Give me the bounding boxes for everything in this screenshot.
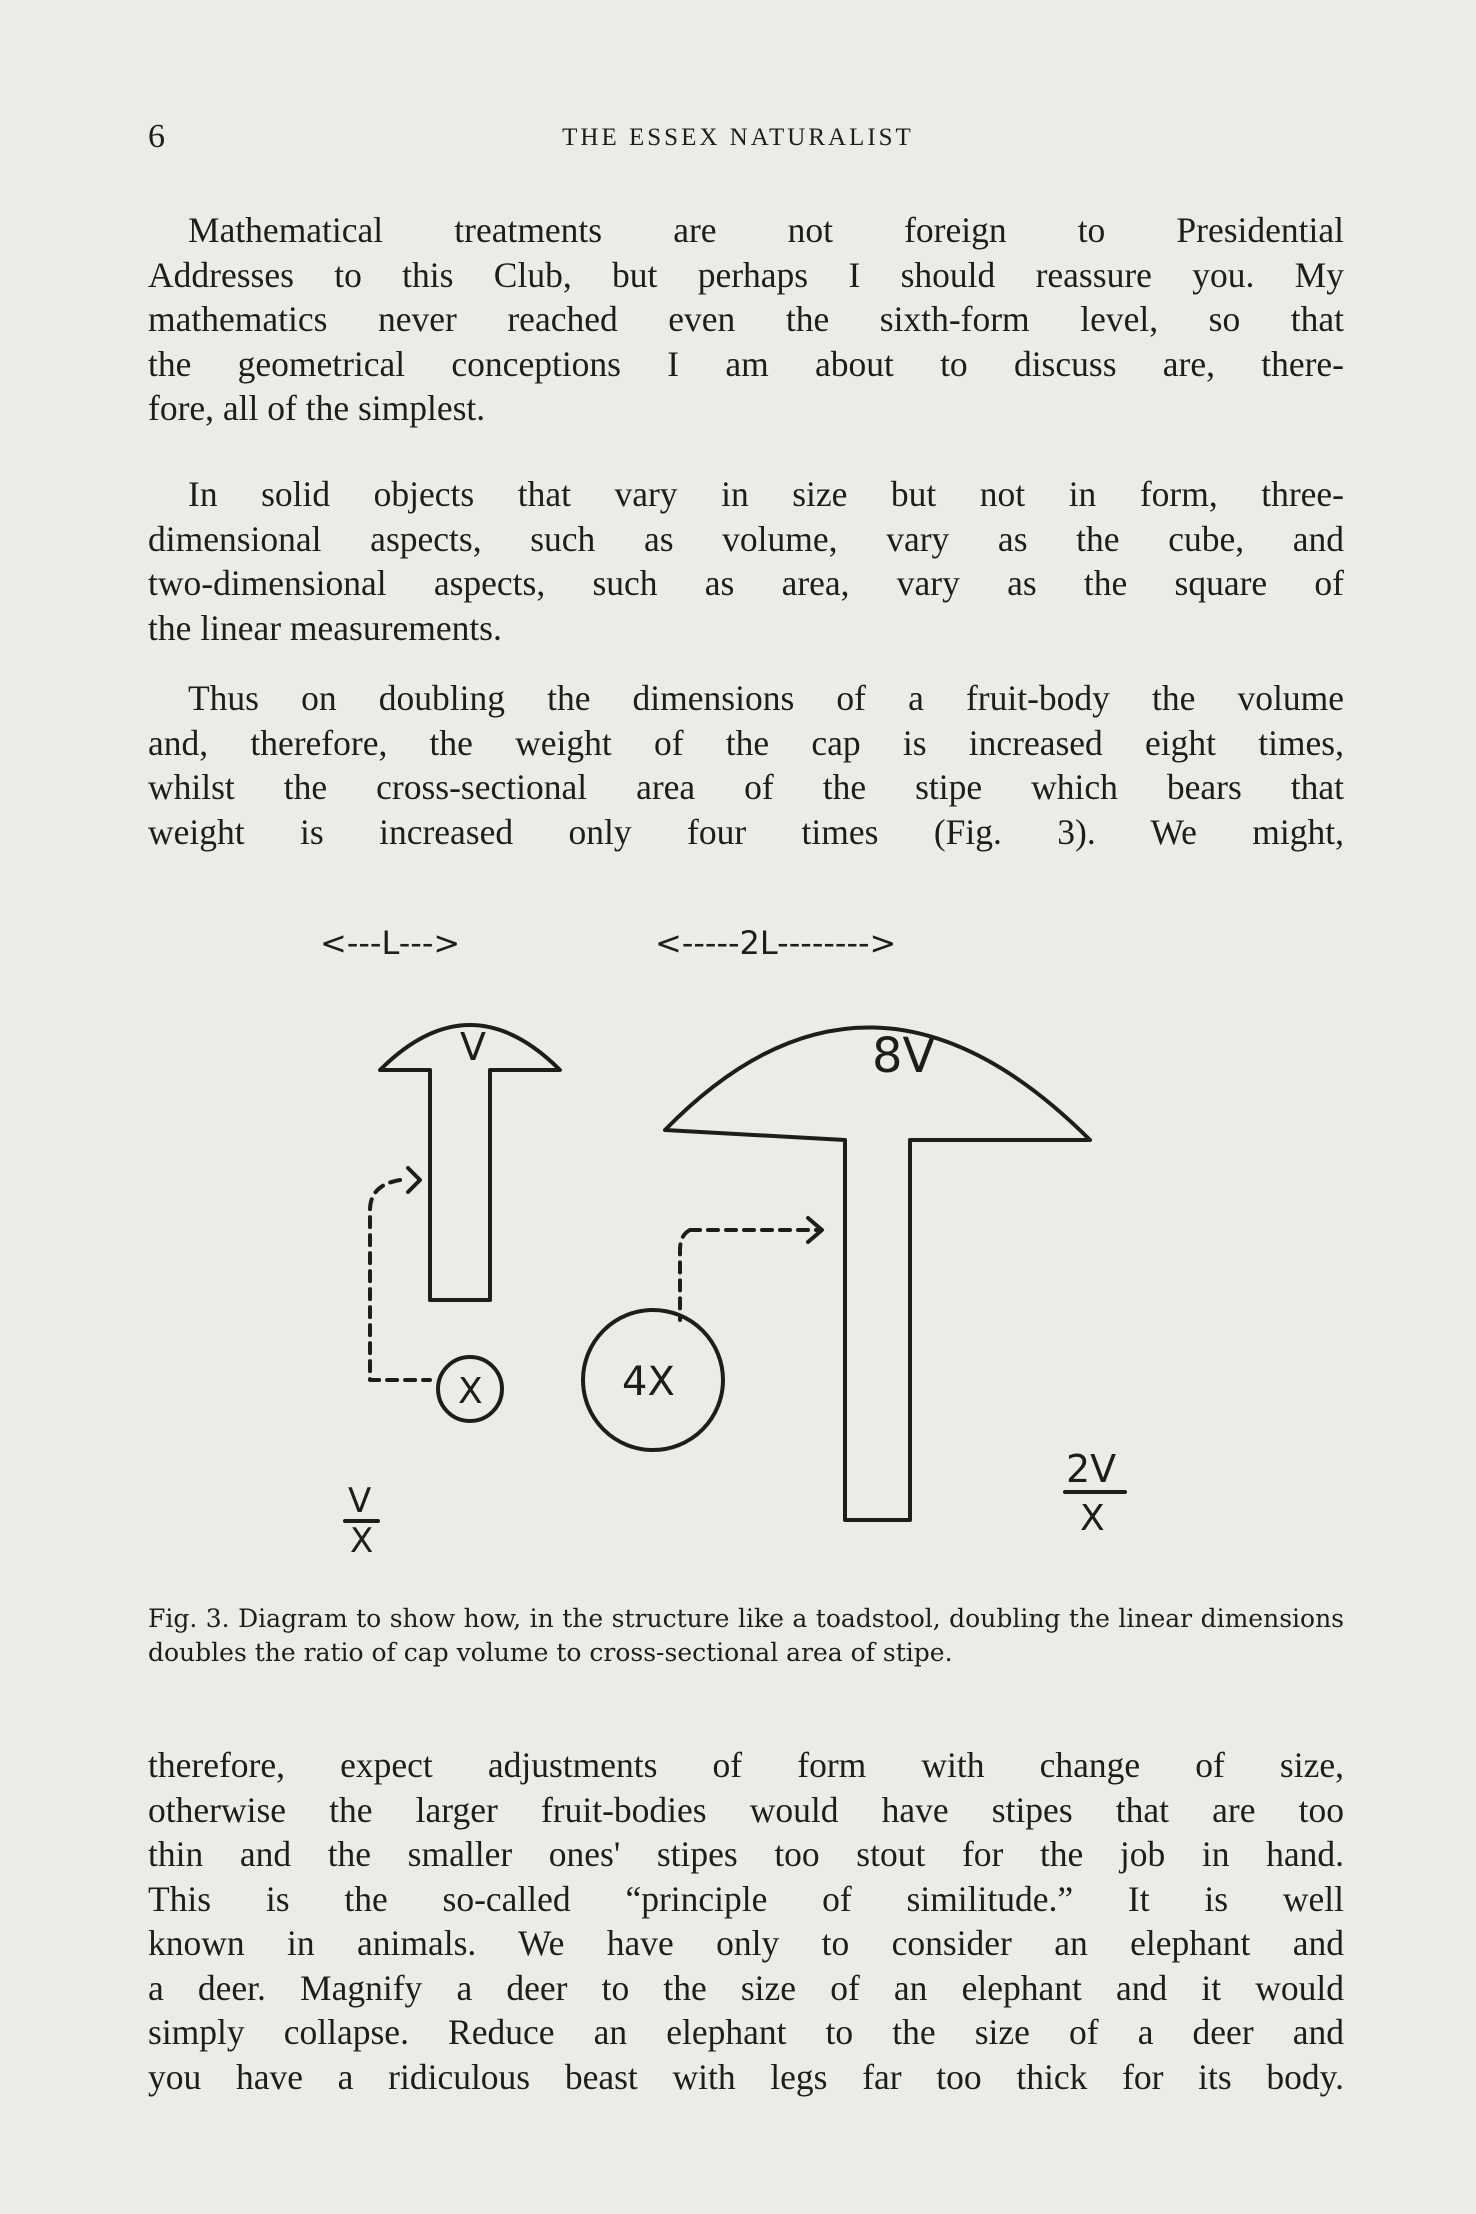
text-line: otherwise the larger fruit-bodies would have stipes that are too [148,1789,1344,1830]
large-ratio-denominator: X [1080,1498,1105,1539]
text-line: two-dimensional aspects, such as area, vary as the square of [148,563,1344,603]
small-volume-label: V [460,1025,486,1069]
text-line: thin and the smaller ones' stipes too stout for the job in hand. [148,1834,1344,1874]
text-line: Thus on doubling the dimensions of a fruit-body the volume [188,678,1344,718]
figure-caption-text: Diagram to show how, in the structure like a toadstool, doubling the linear dimensions doubles the ratio of cap volume to cross-sectional area of stipe. [148,1604,1344,1667]
text-line: dimensional aspects, such as volume, vary as the cube, and [148,518,1344,559]
small-ratio-denominator: X [350,1521,374,1561]
text-line: mathematics never reached even the sixth-form level, so that [148,299,1344,339]
text-line: fore, all of the simplest. [148,388,486,428]
small-dashed-guide [370,1180,430,1380]
text-line: Mathematical treatments are not foreign to Presidential [188,210,1344,250]
small-length-label: <---L---> [320,924,461,962]
running-head: THE ESSEX NATURALIST [562,124,914,151]
paragraph-2 [148,472,1344,650]
large-cap-outline [665,1027,1090,1520]
text-line: known in animals. We have only to consider an elephant and [148,1923,1344,1963]
small-guide-arrowhead [408,1168,420,1192]
large-area-label: 4X [622,1359,675,1405]
paragraph-4 [148,1743,1344,2099]
figure-caption [148,1602,1344,1670]
text-line: In solid objects that vary in size but not in form, three- [188,474,1344,514]
text-line: you have a ridiculous beast with legs far too thick for its body. [148,2056,1344,2097]
large-length-label: <-----2L--------> [655,924,897,962]
text-line: Addresses to this Club, but perhaps I should reassure you. My [148,254,1344,295]
text-line: a deer. Magnify a deer to the size of an elephant and it would [148,1967,1344,2008]
large-dashed-drop [680,1230,690,1320]
paragraph-1 [148,208,1344,431]
toadstool-diagram [0,900,1476,1590]
figure-caption-label: Fig. 3. [148,1604,230,1633]
text-line: the linear measurements. [148,607,502,648]
large-ratio-numerator: 2V [1066,1447,1117,1491]
large-volume-label: 8V [872,1028,936,1084]
small-area-label: X [458,1371,483,1412]
text-line: This is the so-called “principle of similitude.” It is well [148,1878,1344,1919]
text-line: and, therefore, the weight of the cap is increased eight times, [148,722,1344,763]
text-line: the geometrical conceptions I am about to discuss are, there- [148,343,1344,384]
text-line: simply collapse. Reduce an elephant to the size of a deer and [148,2012,1344,2052]
text-line: whilst the cross-sectional area of the stipe which bears that [148,767,1344,807]
paragraph-3 [148,676,1344,854]
small-ratio-numerator: V [348,1481,372,1521]
text-line: therefore, expect adjustments of form with change of size, [148,1745,1344,1785]
page-number: 6 [148,118,165,155]
text-line: weight is increased only four times (Fig. 3). We might, [148,811,1344,852]
